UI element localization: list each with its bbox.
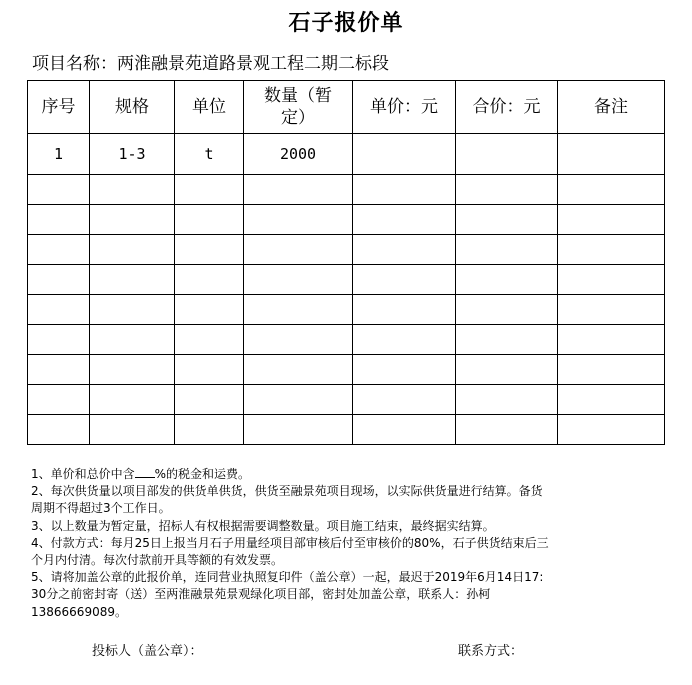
cell-spec	[90, 175, 175, 205]
cell-remark	[558, 175, 665, 205]
table-row	[28, 325, 665, 355]
header-quantity-line2: 定）	[281, 108, 315, 128]
table-row	[28, 134, 665, 175]
cell-seq	[28, 325, 90, 355]
cell-unit	[175, 415, 244, 445]
cell-total-price	[456, 205, 558, 235]
cell-total-price	[456, 385, 558, 415]
tax-rate-blank	[135, 465, 155, 478]
cell-total-price	[456, 295, 558, 325]
table-header-row	[28, 81, 665, 134]
document-title: 石子报价单	[288, 10, 404, 36]
cell-quantity	[244, 385, 353, 415]
cell-seq: 1	[28, 134, 90, 175]
cell-spec	[90, 235, 175, 265]
cell-quantity: 2000	[244, 134, 353, 175]
cell-total-price	[456, 325, 558, 355]
quote-table	[27, 80, 665, 445]
cell-seq	[28, 355, 90, 385]
note-4-line-2: 个月内付清。每次付款前开具等额的有效发票。	[31, 553, 284, 568]
table-row	[28, 295, 665, 325]
cell-unit-price	[353, 415, 456, 445]
header-unit: 单位	[175, 81, 244, 134]
cell-quantity	[244, 355, 353, 385]
note-3: 3、以上数量为暂定量，招标人有权根据需要调整数量。项目施工结束，最终据实结算。	[31, 518, 495, 533]
contact-label: 联系方式：	[458, 644, 524, 659]
cell-unit-price	[353, 295, 456, 325]
cell-unit-price	[353, 265, 456, 295]
table-row	[28, 175, 665, 205]
cell-total-price	[456, 235, 558, 265]
cell-spec: 1-3	[90, 134, 175, 175]
table-row	[28, 235, 665, 265]
cell-unit	[175, 385, 244, 415]
header-unit-price: 单价：元	[353, 81, 456, 134]
header-quantity-line1: 数量（暂	[264, 86, 332, 106]
cell-quantity	[244, 415, 353, 445]
header-remark: 备注	[558, 81, 665, 134]
note-5-line-1: 5、请将加盖公章的此报价单，连同营业执照复印件（盖公章）一起，最迟于2019年6月14日17:	[31, 570, 544, 585]
header-total-price: 合价：元	[456, 81, 558, 134]
cell-spec	[90, 295, 175, 325]
cell-total-price	[456, 134, 558, 175]
cell-seq	[28, 295, 90, 325]
cell-unit-price	[353, 235, 456, 265]
note-4-line-1: 4、付款方式：每月25日上报当月石子用量经项目部审核后付至审核价的80%，石子供货结束后三	[31, 535, 549, 550]
cell-spec	[90, 205, 175, 235]
cell-unit-price	[353, 175, 456, 205]
cell-quantity	[244, 325, 353, 355]
table-row	[28, 205, 665, 235]
cell-quantity	[244, 205, 353, 235]
table-row	[28, 355, 665, 385]
cell-total-price	[456, 355, 558, 385]
cell-remark	[558, 295, 665, 325]
cell-seq	[28, 265, 90, 295]
cell-unit-price	[353, 134, 456, 175]
cell-quantity	[244, 175, 353, 205]
cell-seq	[28, 205, 90, 235]
notes-section	[31, 465, 671, 621]
cell-seq	[28, 385, 90, 415]
cell-unit	[175, 355, 244, 385]
cell-quantity	[244, 295, 353, 325]
header-seq: 序号	[28, 81, 90, 134]
header-quantity	[244, 81, 353, 134]
cell-remark	[558, 205, 665, 235]
cell-unit-price	[353, 385, 456, 415]
cell-unit	[175, 205, 244, 235]
cell-unit-price	[353, 205, 456, 235]
header-spec: 规格	[90, 81, 175, 134]
bidder-signature-label: 投标人（盖公章）：	[92, 644, 203, 659]
cell-remark	[558, 134, 665, 175]
cell-unit: t	[175, 134, 244, 175]
cell-remark	[558, 325, 665, 355]
note-5-line-2: 30分之前密封寄（送）至两淮融景苑景观绿化项目部，密封处加盖公章，联系人：孙柯	[31, 587, 491, 602]
cell-total-price	[456, 415, 558, 445]
cell-unit	[175, 325, 244, 355]
table-row	[28, 265, 665, 295]
cell-unit-price	[353, 355, 456, 385]
note-1-after: %的税金和运费。	[154, 467, 251, 481]
cell-remark	[558, 355, 665, 385]
table-row	[28, 415, 665, 445]
cell-total-price	[456, 265, 558, 295]
note-1	[31, 465, 671, 483]
project-name: 项目名称：两淮融景苑道路景观工程二期二标段	[32, 54, 389, 74]
cell-quantity	[244, 235, 353, 265]
cell-seq	[28, 175, 90, 205]
cell-spec	[90, 385, 175, 415]
cell-seq	[28, 415, 90, 445]
cell-unit	[175, 265, 244, 295]
cell-quantity	[244, 265, 353, 295]
table-row	[28, 385, 665, 415]
cell-remark	[558, 235, 665, 265]
cell-spec	[90, 265, 175, 295]
note-2-line-1: 2、每次供货量以项目部发的供货单供货，供货至融景苑项目现场，以实际供货量进行结算。备货	[31, 484, 543, 499]
cell-spec	[90, 325, 175, 355]
cell-remark	[558, 415, 665, 445]
cell-unit-price	[353, 325, 456, 355]
cell-remark	[558, 265, 665, 295]
note-2-line-2: 周期不得超过3个工作日。	[31, 501, 171, 516]
cell-total-price	[456, 175, 558, 205]
cell-unit	[175, 235, 244, 265]
note-5-line-3: 13866669089。	[31, 604, 127, 619]
cell-unit	[175, 295, 244, 325]
cell-spec	[90, 415, 175, 445]
cell-remark	[558, 385, 665, 415]
cell-seq	[28, 235, 90, 265]
note-1-before: 1、单价和总价中含	[31, 467, 135, 481]
cell-spec	[90, 355, 175, 385]
cell-unit	[175, 175, 244, 205]
